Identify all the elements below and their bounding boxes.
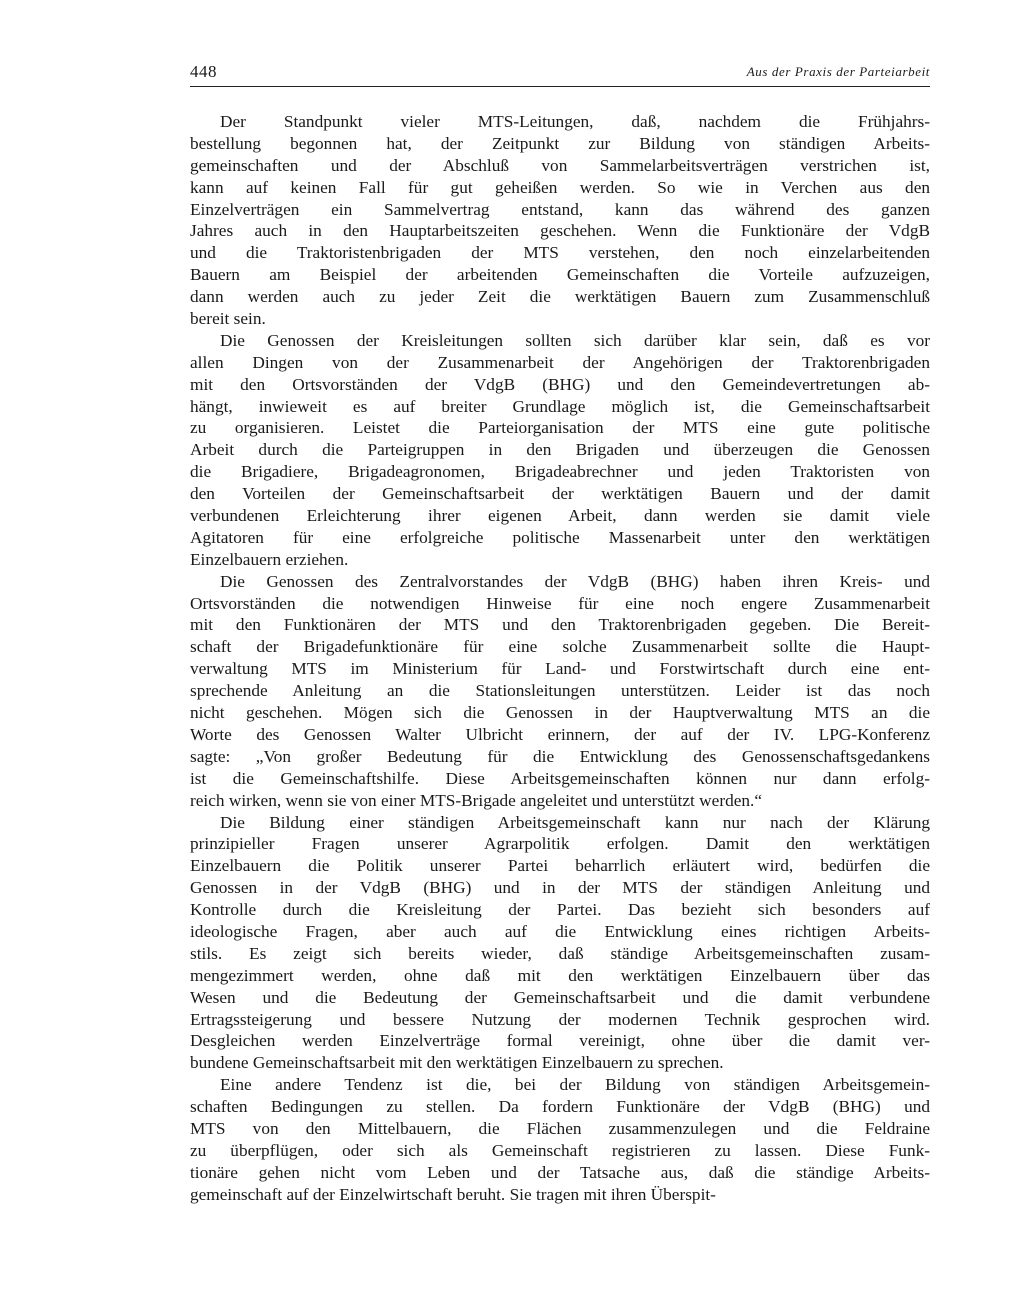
text-line: Eine andere Tendenz ist die, bei der Bildung von ständigen Arbeitsgemein- (220, 1075, 930, 1095)
text-line: Ertragssteigerung und bessere Nutzung der modernen Technik gesprochen wird. (190, 1009, 930, 1029)
text-line: sprechende Anleitung an die Stationsleitungen unterstützen. Leider ist das noch (190, 681, 930, 701)
text-line: Einzelbauern erziehen. (190, 549, 349, 569)
text-line: nicht geschehen. Mögen sich die Genossen in der Hauptverwaltung MTS an die (190, 703, 930, 723)
text-line: Desgleichen werden Einzelverträge formal vereinigt, ohne über die damit ver- (190, 1031, 930, 1051)
text-line: bestellung begonnen hat, der Zeitpunkt zur Bildung von ständigen Arbeits- (190, 133, 930, 153)
text-line: stils. Es zeigt sich bereits wieder, daß ständige Arbeitsgemeinschaften zusam- (190, 943, 930, 963)
text-line: Kontrolle durch die Kreisleitung der Partei. Das bezieht sich besonders auf (190, 900, 930, 920)
text-line: bereit sein. (190, 309, 266, 329)
text-line: sagte: „Von großer Bedeutung für die Entwicklung des Genossenschaftsgedankens (190, 746, 930, 766)
text-line: tionäre gehen nicht vom Leben und der Tatsache aus, daß die ständige Arbeits- (190, 1162, 930, 1182)
text-line: gemeinschaft auf der Einzelwirtschaft beruht. Sie tragen mit ihren Überspit- (190, 1184, 716, 1204)
text-line: Genossen in der VdgB (BHG) und in der MTS der ständigen Anleitung und (190, 878, 930, 898)
text-line: Arbeit durch die Parteigruppen in den Brigaden und überzeugen die Genossen (190, 440, 930, 460)
text-line: Die Bildung einer ständigen Arbeitsgemeinschaft kann nur nach der Klärung (220, 812, 930, 832)
text-line: gemeinschaften und der Abschluß von Sammelarbeitsverträgen verstrichen ist, (190, 155, 930, 175)
text-line: zu organisieren. Leistet die Parteiorganisation der MTS eine gute politische (190, 418, 930, 438)
body-text (190, 111, 930, 1206)
text-line: Ortsvorständen die notwendigen Hinweise für eine noch engere Zusammenarbeit (190, 593, 930, 613)
text-line: schaften Bedingungen zu stellen. Da fordern Funktionäre der VdgB (BHG) und (190, 1097, 930, 1117)
text-line: Worte des Genossen Walter Ulbricht erinnern, der auf der IV. LPG-Konferenz (190, 724, 930, 744)
text-line: zu überpflügen, oder sich als Gemeinschaft registrieren zu lassen. Diese Funk- (190, 1140, 930, 1160)
text-line: und die Traktoristenbrigaden der MTS verstehen, den noch einzelarbeitenden (190, 243, 930, 263)
text-line: dann werden auch zu jeder Zeit die werktätigen Bauern zum Zusammenschluß (190, 287, 930, 307)
text-line: Die Genossen des Zentralvorstandes der VdgB (BHG) haben ihren Kreis- und (220, 571, 930, 591)
page-header (190, 60, 930, 87)
text-line: die Brigadiere, Brigadeagronomen, Brigadeabrechner und jeden Traktoristen von (190, 462, 930, 482)
text-line: mengezimmert werden, ohne daß mit den werktätigen Einzelbauern über das (190, 965, 930, 985)
text-line: ist die Gemeinschaftshilfe. Diese Arbeitsgemeinschaften können nur dann erfolg- (190, 768, 930, 788)
text-line: Agitatoren für eine erfolgreiche politische Massenarbeit unter den werktätigen (190, 527, 930, 547)
text-line: bundene Gemeinschaftsarbeit mit den werktätigen Einzelbauern zu sprechen. (190, 1053, 724, 1073)
text-line: Jahres auch in den Hauptarbeitszeiten geschehen. Wenn die Funktionäre der VdgB (190, 221, 930, 241)
text-line: verwaltung MTS im Ministerium für Land- und Forstwirtschaft durch eine ent- (190, 659, 930, 679)
text-line: Die Genossen der Kreisleitungen sollten sich darüber klar sein, daß es vor (220, 330, 930, 350)
text-line: ideologische Fragen, aber auch auf die Entwicklung eines richtigen Arbeits- (190, 921, 930, 941)
text-line: kann auf keinen Fall für gut geheißen werden. So wie in Verchen aus den (190, 177, 930, 197)
text-line: MTS von den Mittelbauern, die Flächen zusammenzulegen und die Feldraine (190, 1118, 930, 1138)
text-line: mit den Ortsvorständen der VdgB (BHG) und den Gemeindevertretungen ab- (190, 374, 930, 394)
text-line: hängt, inwieweit es auf breiter Grundlage möglich ist, die Gemeinschaftsarbeit (190, 396, 930, 416)
paragraph (190, 1074, 930, 1205)
text-line: Der Standpunkt vieler MTS-Leitungen, daß, nachdem die Frühjahrs- (220, 112, 930, 131)
paragraph (190, 330, 930, 571)
paragraph (190, 111, 930, 330)
paragraph (190, 812, 930, 1075)
text-line: Bauern am Beispiel der arbeitenden Gemeinschaften die Vorteile aufzuzeigen, (190, 265, 930, 285)
text-line: verbundenen Erleichterung ihrer eigenen Arbeit, dann werden sie damit viele (190, 506, 930, 526)
text-line: den Vorteilen der Gemeinschaftsarbeit der werktätigen Bauern und der damit (190, 484, 930, 504)
text-line: Einzelverträgen ein Sammelvertrag entstand, kann das während des ganzen (190, 199, 930, 219)
text-line: Einzelbauern die Politik unserer Partei beharrlich erläutert wird, bedürfen die (190, 856, 930, 876)
text-line: schaft der Brigadefunktionäre für eine solche Zusammenarbeit sollte die Haupt- (190, 637, 930, 657)
text-line: Wesen und die Bedeutung der Gemeinschaftsarbeit und die damit verbundene (190, 987, 930, 1007)
text-line: allen Dingen von der Zusammenarbeit der Angehörigen der Traktorenbrigaden (190, 352, 930, 372)
text-line: prinzipieller Fragen unserer Agrarpolitik erfolgen. Damit den werktätigen (190, 834, 930, 854)
text-line: reich wirken, wenn sie von einer MTS-Brigade angeleitet und unterstützt werden.“ (190, 790, 763, 810)
text-line: mit den Funktionären der MTS und den Traktorenbrigaden gegeben. Die Bereit- (190, 615, 930, 635)
page-number: 448 (190, 62, 217, 81)
running-head: Aus der Praxis der Parteiarbeit (746, 64, 930, 79)
paragraph (190, 571, 930, 812)
